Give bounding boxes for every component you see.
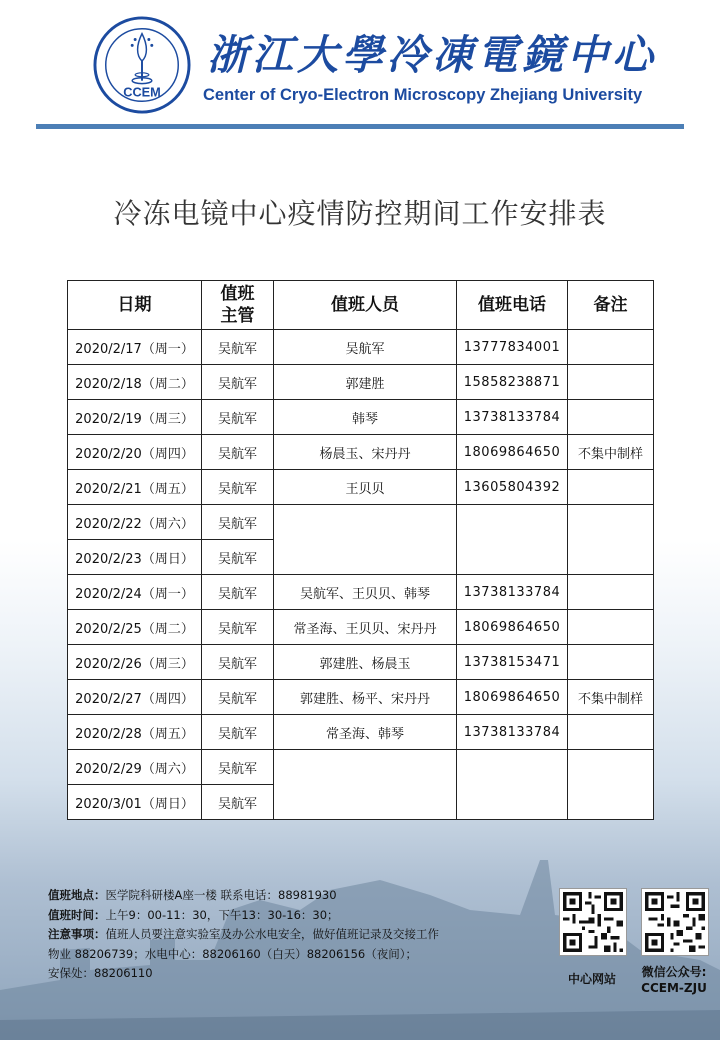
- cell-date: 2020/2/18（周二）: [68, 365, 202, 400]
- footer-notice-label: 注意事项：: [48, 927, 106, 941]
- table-row: [68, 330, 654, 365]
- table-row: [68, 505, 654, 540]
- footer-location-value: 医学院科研楼A座一楼 联系电话：88981930: [105, 888, 337, 902]
- cell-supervisor: 吴航军: [202, 400, 274, 435]
- col-header-phone: 值班电话: [457, 281, 568, 330]
- cell-note: [568, 645, 654, 680]
- col-header-note: 备注: [568, 281, 654, 330]
- cell-supervisor: 吴航军: [202, 645, 274, 680]
- cell-staff: 杨晨玉、宋丹丹: [274, 435, 457, 470]
- wechat-qr-caption: [630, 964, 718, 996]
- footer-hours-value: 上午9：00-11：30，下午13：30-16：30；: [105, 907, 339, 922]
- wechat-qr-code: [641, 888, 709, 956]
- cell-phone-merged: [457, 750, 568, 820]
- cell-note: [568, 470, 654, 505]
- col-header-date: 日期: [68, 281, 202, 330]
- cell-staff: 韩琴: [274, 400, 457, 435]
- duty-schedule-table: [67, 280, 654, 820]
- page-title: 冷冻电镜中心疫情防控期间工作安排表: [113, 197, 607, 230]
- cell-supervisor: 吴航军: [202, 470, 274, 505]
- cell-phone: 13738133784: [457, 400, 568, 435]
- cell-date: 2020/2/20（周四）: [68, 435, 202, 470]
- col-header-supervisor: [202, 281, 274, 330]
- cell-supervisor: 吴航军: [202, 365, 274, 400]
- cell-staff-merged: [274, 750, 457, 820]
- cell-date: 2020/2/23（周日）: [68, 540, 202, 575]
- website-qr-caption: 中心网站: [567, 972, 616, 986]
- table-header-row: [68, 281, 654, 330]
- cell-date: 2020/2/17（周一）: [68, 330, 202, 365]
- cell-supervisor: 吴航军: [202, 575, 274, 610]
- cell-supervisor: 吴航军: [202, 715, 274, 750]
- wechat-qr-caption-line1: 微信公众号:: [641, 965, 707, 979]
- cell-note: [568, 610, 654, 645]
- center-english-name: Center of Cryo-Electron Microscopy Zhejiang University: [203, 86, 643, 104]
- cell-staff: 常圣海、韩琴: [274, 715, 457, 750]
- cell-supervisor: 吴航军: [202, 505, 274, 540]
- footer-security-line: 安保处：88206110: [48, 966, 153, 980]
- col-header-supervisor-line2: 主管: [220, 306, 255, 326]
- footer-hours: [48, 906, 518, 926]
- table-row: [68, 575, 654, 610]
- cell-phone: 13738153471: [457, 645, 568, 680]
- cell-phone: 18069864650: [457, 435, 568, 470]
- footer-notice-value: 值班人员要注意实验室及办公水电安全，做好值班记录及交接工作: [105, 927, 439, 941]
- footer-info: [48, 886, 518, 984]
- cell-note: 不集中制样: [568, 435, 654, 470]
- website-qr-code: [559, 888, 627, 956]
- table-row: [68, 645, 654, 680]
- cell-date: 2020/2/24（周一）: [68, 575, 202, 610]
- table-row: [68, 680, 654, 715]
- cell-note-merged: [568, 505, 654, 575]
- cell-date: 2020/2/28（周五）: [68, 715, 202, 750]
- table-row: [68, 400, 654, 435]
- cell-phone: 13605804392: [457, 470, 568, 505]
- col-header-supervisor-line1: 值班: [220, 284, 255, 304]
- table-row: [68, 610, 654, 645]
- cell-note: [568, 365, 654, 400]
- cell-phone: 18069864650: [457, 680, 568, 715]
- col-header-staff: 值班人员: [274, 281, 457, 330]
- cell-staff: 郭建胜: [274, 365, 457, 400]
- cell-note: [568, 400, 654, 435]
- cell-phone: 15858238871: [457, 365, 568, 400]
- cell-staff: 郭建胜、杨平、宋丹丹: [274, 680, 457, 715]
- cell-date: 2020/2/29（周六）: [68, 750, 202, 785]
- cell-note: [568, 330, 654, 365]
- cell-phone: 18069864650: [457, 610, 568, 645]
- cell-note: [568, 575, 654, 610]
- cell-staff: 郭建胜、杨晨玉: [274, 645, 457, 680]
- cell-phone-merged: [457, 505, 568, 575]
- cell-date: 2020/3/01（周日）: [68, 785, 202, 820]
- cell-date: 2020/2/25（周二）: [68, 610, 202, 645]
- wechat-qr-icon: [642, 889, 708, 955]
- cell-date: 2020/2/21（周五）: [68, 470, 202, 505]
- cell-phone: 13777834001: [457, 330, 568, 365]
- wechat-qr-caption-line2: CCEM-ZJU: [641, 981, 707, 995]
- table-row: [68, 470, 654, 505]
- cell-supervisor: 吴航军: [202, 540, 274, 575]
- cell-phone: 13738133784: [457, 715, 568, 750]
- cell-staff: 王贝贝: [274, 470, 457, 505]
- footer-contacts-line: 物业 88206739；水电中心：88206160（白天）88206156（夜间）；: [48, 946, 418, 961]
- footer-notice: [48, 925, 518, 945]
- cell-date: 2020/2/27（周四）: [68, 680, 202, 715]
- ccem-logo-icon: [93, 16, 191, 114]
- cell-supervisor: 吴航军: [202, 750, 274, 785]
- cell-note-merged: [568, 750, 654, 820]
- cell-supervisor: 吴航军: [202, 785, 274, 820]
- cell-staff: 常圣海、王贝贝、宋丹丹: [274, 610, 457, 645]
- footer-location: [48, 886, 518, 906]
- cell-note: 不集中制样: [568, 680, 654, 715]
- footer-hours-label: 值班时间：: [48, 907, 106, 922]
- cell-phone: 13738133784: [457, 575, 568, 610]
- website-qr-icon: [560, 889, 626, 955]
- table-row: [68, 715, 654, 750]
- cell-staff: 吴航军、王贝贝、韩琴: [274, 575, 457, 610]
- table-row: [68, 365, 654, 400]
- header-divider: [36, 124, 684, 129]
- cell-date: 2020/2/22（周六）: [68, 505, 202, 540]
- ccem-logo: [93, 16, 191, 114]
- cell-date: 2020/2/19（周三）: [68, 400, 202, 435]
- footer-location-label: 值班地点：: [48, 888, 106, 902]
- cell-staff: 吴航军: [274, 330, 457, 365]
- table-row: [68, 435, 654, 470]
- cell-date: 2020/2/26（周三）: [68, 645, 202, 680]
- cell-supervisor: 吴航军: [202, 610, 274, 645]
- cell-note: [568, 715, 654, 750]
- center-chinese-name: 浙江大學冷凍電鏡中心: [207, 31, 657, 79]
- table-row: [68, 750, 654, 785]
- cell-supervisor: 吴航军: [202, 435, 274, 470]
- cell-supervisor: 吴航军: [202, 330, 274, 365]
- cell-supervisor: 吴航军: [202, 680, 274, 715]
- cell-staff-merged: [274, 505, 457, 575]
- svg-text:CCEM: CCEM: [123, 84, 161, 100]
